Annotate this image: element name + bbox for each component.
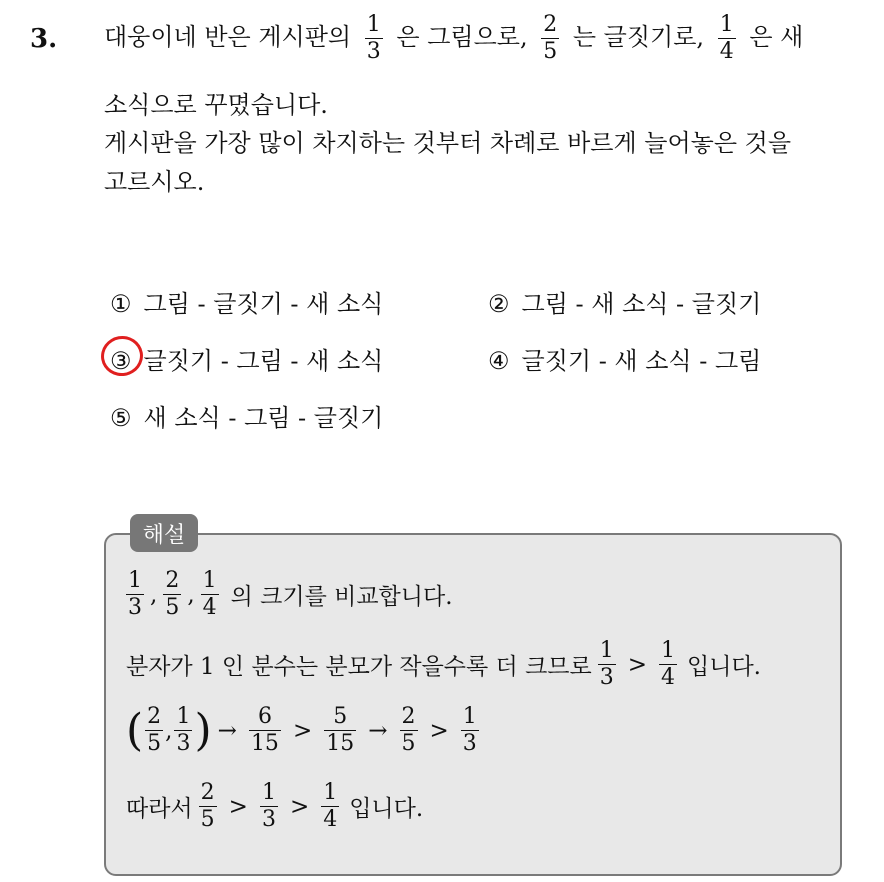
choice-text: 새 소식 - 그림 - 글짓기: [143, 404, 384, 432]
fraction: $\frac{1}{4}$: [661, 638, 676, 690]
choice-text: 글짓기 - 새 소식 - 그림: [521, 347, 762, 375]
explanation-line-2: [126, 640, 761, 689]
choice-text: 그림 - 새 소식 - 글짓기: [521, 290, 762, 318]
question-line-3: 게시판을 가장 많이 차지하는 것부터 차례로 바르게 늘어놓은 것을: [104, 129, 791, 157]
fraction: $\frac{2}{5}$: [147, 704, 162, 756]
greater-than: >: [289, 793, 310, 820]
explanation-text: 입니다.: [349, 796, 424, 822]
choice-5[interactable]: [110, 398, 383, 433]
fraction: $\frac{1}{3}$: [261, 780, 276, 832]
fraction: $\frac{6}{15}$: [250, 704, 279, 756]
fraction: $\frac{1}{4}$: [202, 568, 217, 620]
fraction-one-third: $\frac{1}{3}$: [366, 12, 381, 64]
fraction: $\frac{2}{5}$: [165, 568, 180, 620]
explanation-badge: 해설: [130, 514, 198, 552]
fraction: $\frac{1}{3}$: [176, 704, 191, 756]
choice-1[interactable]: [110, 284, 383, 319]
fraction: $\frac{1}{3}$: [462, 704, 477, 756]
choice-2[interactable]: [488, 284, 761, 319]
question-text: 는 글짓기로,: [572, 23, 705, 51]
left-paren: (: [126, 704, 144, 756]
question-text: 은 그림으로,: [396, 23, 528, 51]
choice-mark: ③: [110, 347, 132, 375]
arrow: →: [368, 717, 388, 744]
fraction-two-fifths: $\frac{2}{5}$: [543, 12, 558, 64]
question-number: 3.: [30, 24, 58, 54]
comma: ,: [165, 717, 173, 744]
question-line-1: [104, 14, 803, 63]
comma: ,: [187, 581, 195, 608]
fraction-one-fourth: $\frac{1}{4}$: [719, 12, 734, 64]
explanation-text: 의 크기를 비교합니다.: [230, 584, 453, 610]
choice-mark: ④: [488, 347, 510, 375]
fraction: $\frac{2}{5}$: [200, 780, 215, 832]
greater-than: >: [429, 717, 449, 744]
explanation-text: 분자가 1 인 분수는 분모가 작을수록 더 크므로: [126, 654, 592, 680]
choice-3[interactable]: [110, 341, 383, 376]
choice-4[interactable]: [488, 341, 761, 376]
greater-than: >: [228, 793, 248, 820]
choice-text: 그림 - 글짓기 - 새 소식: [143, 290, 384, 318]
comma: ,: [150, 581, 158, 608]
fraction: $\frac{1}{3}$: [599, 638, 614, 690]
explanation-text: 입니다.: [687, 654, 761, 680]
choice-text: 글짓기 - 그림 - 새 소식: [143, 347, 384, 375]
explanation-text: 따라서: [126, 796, 193, 822]
choice-mark: ⑤: [110, 404, 132, 432]
question-text: 은 새: [749, 23, 804, 51]
fraction: $\frac{5}{15}$: [326, 704, 355, 756]
arrow: →: [217, 717, 237, 744]
right-paren: ): [194, 704, 212, 756]
explanation-line-1: [126, 570, 453, 619]
choice-mark: ①: [110, 290, 132, 318]
question-line-4: 고르시오.: [104, 168, 205, 196]
greater-than: >: [292, 717, 313, 744]
explanation-line-3: [126, 706, 485, 755]
explanation-line-4: [126, 782, 423, 831]
choice-mark: ②: [488, 290, 510, 318]
fraction: $\frac{2}{5}$: [401, 704, 416, 756]
greater-than: >: [627, 651, 648, 678]
fraction: $\frac{1}{3}$: [128, 568, 142, 620]
question-text: 대웅이네 반은 게시판의: [104, 23, 352, 51]
fraction: $\frac{1}{4}$: [323, 780, 338, 832]
question-line-2: 소식으로 꾸몄습니다.: [104, 91, 328, 119]
